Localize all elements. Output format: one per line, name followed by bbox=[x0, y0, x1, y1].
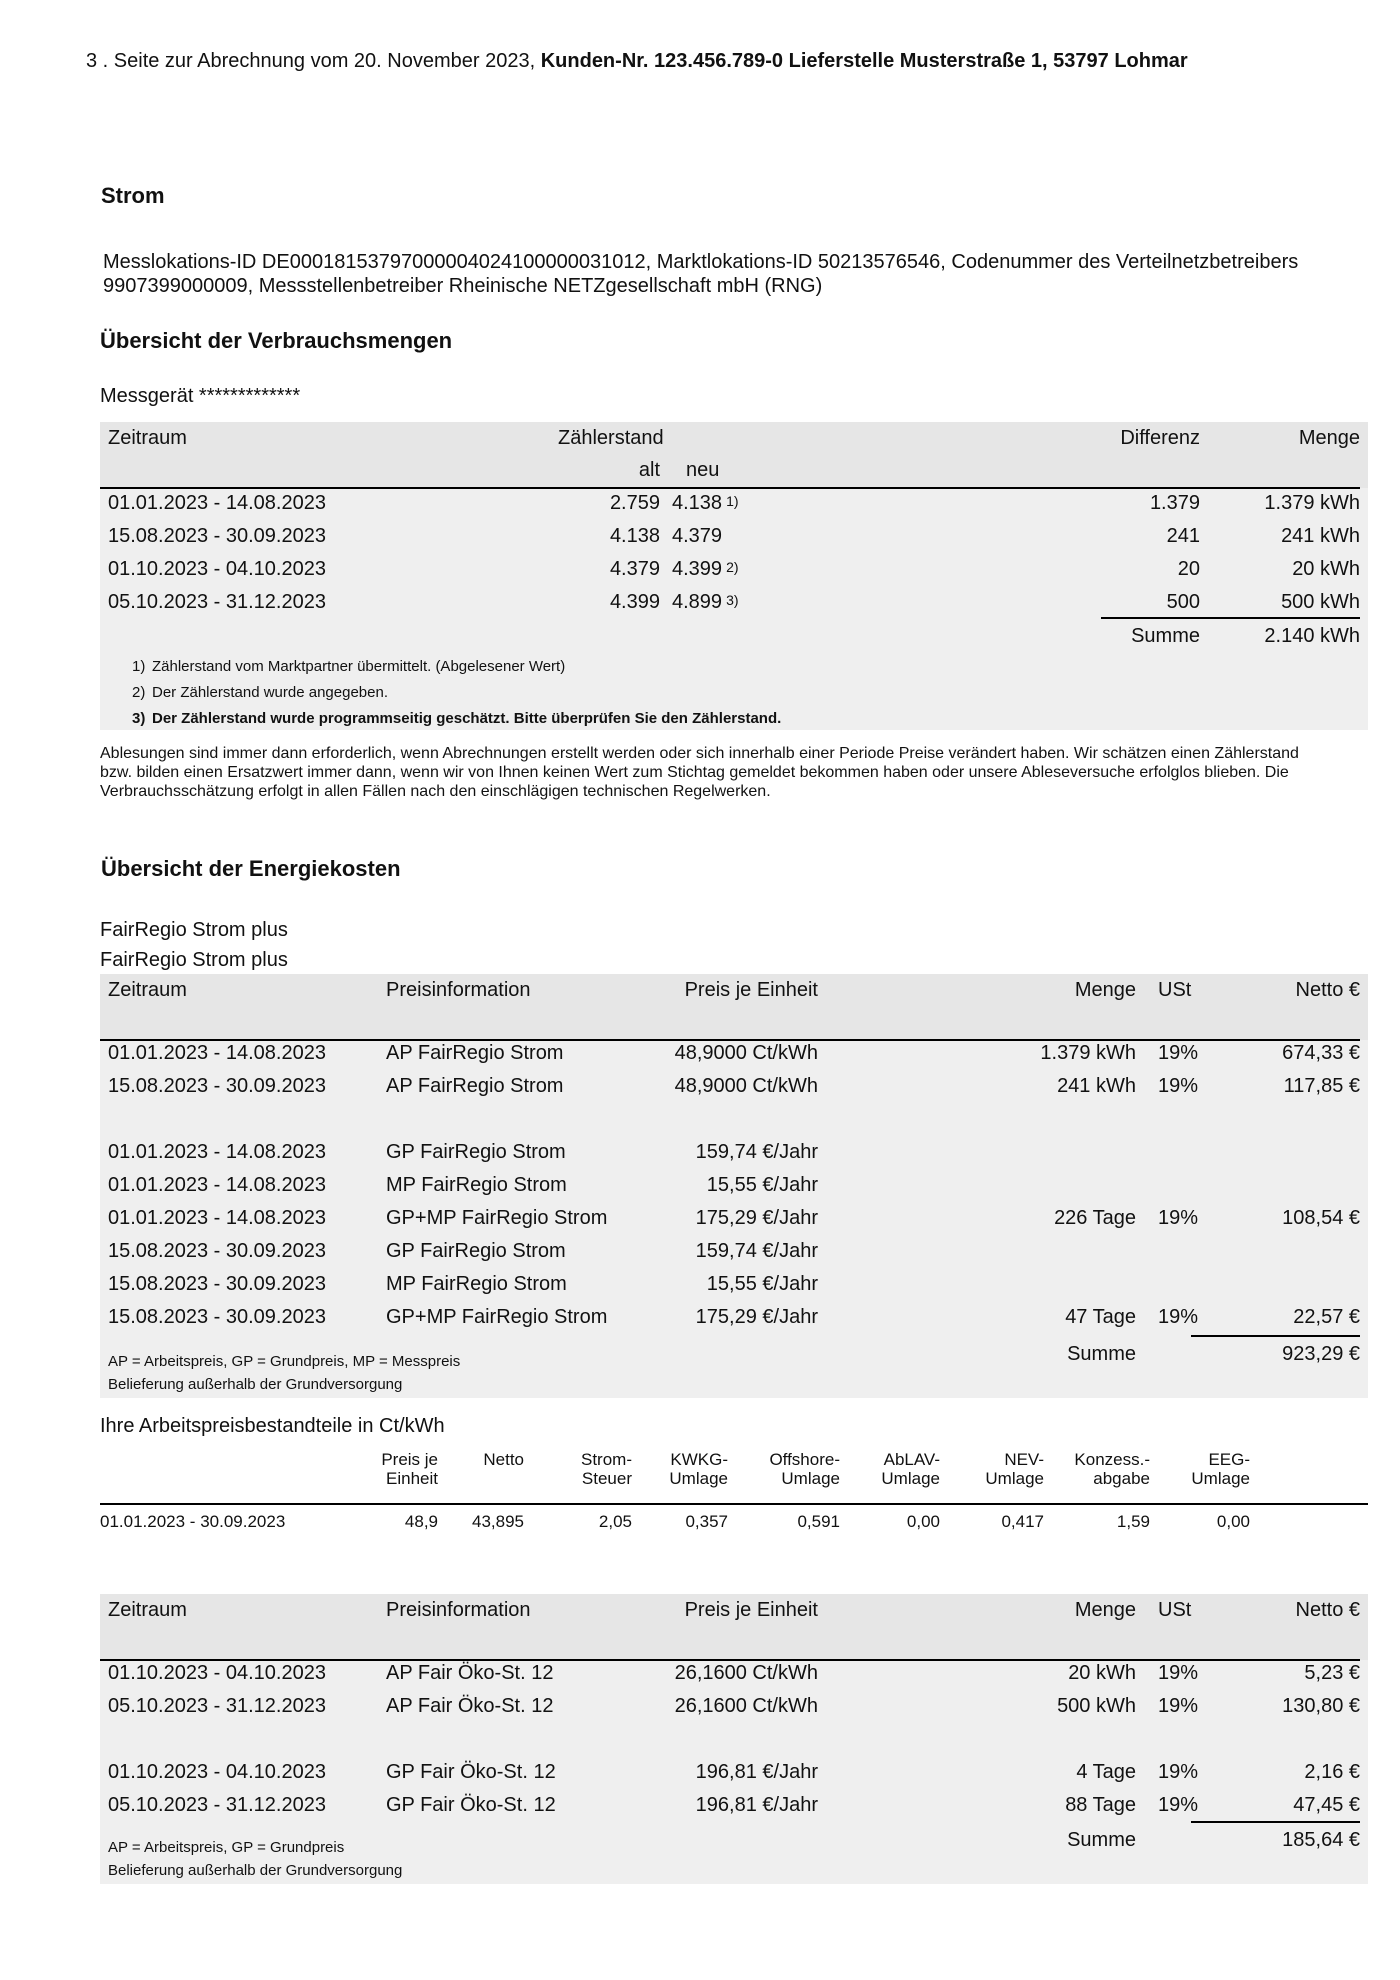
legend-line1: AP = Arbeitspreis, GP = Grundpreis bbox=[108, 1839, 345, 1856]
header-rule bbox=[100, 487, 1360, 489]
row-preis: 175,29 €/Jahr bbox=[695, 1207, 818, 1229]
row-netto: 117,85 € bbox=[1283, 1075, 1360, 1097]
header-line2: abgabe bbox=[1093, 1469, 1150, 1488]
header-line1: Offshore- bbox=[769, 1450, 840, 1469]
row-zeitraum: 01.10.2023 - 04.10.2023 bbox=[108, 1761, 326, 1783]
row-zeitraum: 05.10.2023 - 31.12.2023 bbox=[108, 1794, 326, 1816]
header-rule bbox=[100, 1659, 1360, 1661]
sum-label: Summe bbox=[1067, 1829, 1136, 1851]
costs-legend bbox=[108, 1350, 460, 1396]
row-preis: 26,1600 Ct/kWh bbox=[674, 1695, 818, 1717]
sum-label: Summe bbox=[1067, 1343, 1136, 1365]
bestandteile-value: 0,00 bbox=[1216, 1512, 1250, 1531]
location-ids-line2: 9907399000009, Messstellenbetreiber Rheinische NETZgesellschaft mbH (RNG) bbox=[103, 275, 823, 297]
bestandteile-zeitraum: 01.01.2023 - 30.09.2023 bbox=[100, 1512, 286, 1531]
row-menge: 4 Tage bbox=[1076, 1761, 1136, 1783]
bestandteile-value: 0,00 bbox=[906, 1512, 940, 1531]
row-preisinfo: GP FairRegio Strom bbox=[386, 1240, 566, 1262]
row-preisinfo: GP FairRegio Strom bbox=[386, 1141, 566, 1163]
col-zeitraum: Zeitraum bbox=[108, 427, 187, 449]
row-zeitraum: 01.10.2023 - 04.10.2023 bbox=[108, 1662, 326, 1684]
row-menge: 20 kWh bbox=[1292, 558, 1360, 580]
footnote-text: Der Zählerstand wurde angegeben. bbox=[152, 684, 388, 701]
header-line1: Preis je bbox=[381, 1450, 438, 1469]
row-zeitraum: 01.01.2023 - 14.08.2023 bbox=[108, 492, 326, 514]
row-netto: 2,16 € bbox=[1304, 1761, 1360, 1783]
header-line1: Strom- bbox=[581, 1450, 632, 1469]
header-line2: Umlage bbox=[985, 1469, 1044, 1488]
row-zeitraum: 05.10.2023 - 31.12.2023 bbox=[108, 1695, 326, 1717]
col-menge: Menge bbox=[1074, 979, 1136, 1001]
header-line1: NEV- bbox=[1004, 1450, 1044, 1469]
row-differenz: 1.379 bbox=[1149, 492, 1200, 514]
row-netto: 5,23 € bbox=[1304, 1662, 1360, 1684]
row-netto: 130,80 € bbox=[1282, 1695, 1360, 1717]
footnotes bbox=[132, 658, 781, 736]
row-preis: 159,74 €/Jahr bbox=[695, 1141, 818, 1163]
header-line2: Umlage bbox=[881, 1469, 940, 1488]
header-line2: Einheit bbox=[386, 1469, 438, 1488]
row-neu bbox=[672, 492, 739, 515]
row-preis: 175,29 €/Jahr bbox=[695, 1306, 818, 1328]
col-zaehlerstand: Zählerstand bbox=[558, 427, 664, 449]
row-zeitraum: 01.01.2023 - 14.08.2023 bbox=[108, 1141, 326, 1163]
product-name-1: FairRegio Strom plus bbox=[100, 919, 288, 941]
row-ust: 19% bbox=[1158, 1075, 1199, 1097]
row-preis: 15,55 €/Jahr bbox=[706, 1273, 818, 1295]
row-preis: 15,55 €/Jahr bbox=[706, 1174, 818, 1196]
row-preis: 159,74 €/Jahr bbox=[695, 1240, 818, 1262]
col-alt: alt bbox=[638, 459, 660, 481]
col-preisinfo: Preisinformation bbox=[386, 1599, 531, 1621]
row-zeitraum: 15.08.2023 - 30.09.2023 bbox=[108, 1075, 326, 1097]
col-netto: Netto € bbox=[1295, 1599, 1360, 1621]
footnote bbox=[132, 684, 781, 710]
page-header bbox=[86, 50, 1188, 73]
reading-note-line1: Ablesungen sind immer dann erforderlich, wenn Abrechnungen erstellt werden oder sich innerhalb einer Periode Preise verändert haben. Wir schätzen einen Zählerstand bbox=[100, 745, 1299, 762]
row-ust: 19% bbox=[1158, 1695, 1199, 1717]
row-preisinfo: AP Fair Öko-St. 12 bbox=[386, 1662, 554, 1684]
row-menge: 241 kWh bbox=[1281, 525, 1360, 547]
bestandteile-col-header bbox=[1110, 1450, 1250, 1488]
bestandteile-value: 2,05 bbox=[598, 1512, 632, 1531]
row-ust: 19% bbox=[1158, 1761, 1199, 1783]
row-ust: 19% bbox=[1158, 1306, 1199, 1328]
header-line1: Netto bbox=[483, 1450, 524, 1469]
header-rule bbox=[100, 1039, 1360, 1041]
row-preis: 196,81 €/Jahr bbox=[695, 1761, 818, 1783]
bestandteile-value: 0,357 bbox=[685, 1512, 728, 1531]
row-zeitraum: 01.10.2023 - 04.10.2023 bbox=[108, 558, 326, 580]
row-preisinfo: AP Fair Öko-St. 12 bbox=[386, 1695, 554, 1717]
row-alt: 2.759 bbox=[609, 492, 660, 514]
header-customer: Kunden-Nr. 123.456.789-0 Lieferstelle Musterstraße 1, 53797 Lohmar bbox=[540, 50, 1188, 72]
row-zeitraum: 01.01.2023 - 14.08.2023 bbox=[108, 1207, 326, 1229]
header-line2: Umlage bbox=[1191, 1469, 1250, 1488]
consumption-table bbox=[100, 422, 1368, 730]
header-line2: Steuer bbox=[581, 1469, 632, 1488]
sum-label: Summe bbox=[1131, 625, 1200, 647]
footnote-num: 2) bbox=[132, 684, 146, 701]
row-neu-value: 4.399 bbox=[672, 558, 723, 580]
row-neu-value: 4.138 bbox=[672, 492, 723, 514]
row-menge: 20 kWh bbox=[1068, 1662, 1136, 1684]
col-menge: Menge bbox=[1298, 427, 1360, 449]
row-footnote-ref: 2) bbox=[726, 559, 739, 575]
row-menge: 226 Tage bbox=[1054, 1207, 1136, 1229]
row-footnote-ref: 1) bbox=[726, 493, 739, 509]
section-title-strom: Strom bbox=[101, 183, 165, 208]
row-neu bbox=[672, 591, 739, 614]
row-ust: 19% bbox=[1158, 1662, 1199, 1684]
col-zeitraum: Zeitraum bbox=[108, 979, 187, 1001]
footnote bbox=[132, 658, 781, 684]
header-line1: Konzess.- bbox=[1074, 1450, 1150, 1469]
row-netto: 108,54 € bbox=[1282, 1207, 1360, 1229]
col-netto: Netto € bbox=[1295, 979, 1360, 1001]
row-zeitraum: 01.01.2023 - 14.08.2023 bbox=[108, 1174, 326, 1196]
device-label: Messgerät ************* bbox=[100, 385, 301, 407]
bestandteile-title: Ihre Arbeitspreisbestandteile in Ct/kWh bbox=[100, 1415, 445, 1437]
col-differenz: Differenz bbox=[1120, 427, 1200, 449]
section-title-verbrauch: Übersicht der Verbrauchsmengen bbox=[100, 328, 453, 353]
reading-note-line2: bzw. bilden einen Ersatzwert immer dann, wenn wir von Ihnen keinen Wert zum Stichtag gemeldet bekommen haben oder unsere Ableseversuche erfolglos blieben. Die bbox=[100, 764, 1289, 781]
row-menge: 47 Tage bbox=[1065, 1306, 1136, 1328]
bestandteile-value: 0,591 bbox=[797, 1512, 840, 1531]
col-preisinfo: Preisinformation bbox=[386, 979, 531, 1001]
header-line1: AbLAV- bbox=[883, 1450, 940, 1469]
bestandteile-value: 1,59 bbox=[1116, 1512, 1150, 1531]
row-netto: 22,57 € bbox=[1293, 1306, 1360, 1328]
footnote-num: 3) bbox=[132, 710, 146, 727]
sum-value: 2.140 kWh bbox=[1264, 625, 1360, 647]
row-alt: 4.399 bbox=[609, 591, 660, 613]
row-preisinfo: AP FairRegio Strom bbox=[386, 1075, 564, 1097]
section-title-energie: Übersicht der Energiekosten bbox=[101, 856, 401, 881]
row-preisinfo: GP+MP FairRegio Strom bbox=[386, 1306, 608, 1328]
row-preis: 48,9000 Ct/kWh bbox=[674, 1042, 818, 1064]
legend-line1: AP = Arbeitspreis, GP = Grundpreis, MP = Messpreis bbox=[108, 1353, 461, 1370]
row-menge: 241 kWh bbox=[1057, 1075, 1136, 1097]
row-menge: 88 Tage bbox=[1065, 1794, 1136, 1816]
sum-rule bbox=[1191, 1335, 1360, 1337]
row-preisinfo: GP Fair Öko-St. 12 bbox=[386, 1761, 556, 1783]
row-menge: 500 kWh bbox=[1057, 1695, 1136, 1717]
row-preis: 196,81 €/Jahr bbox=[695, 1794, 818, 1816]
sum-value: 923,29 € bbox=[1282, 1343, 1360, 1365]
row-neu-value: 4.899 bbox=[672, 591, 723, 613]
row-neu bbox=[672, 525, 726, 548]
col-ust: USt bbox=[1158, 979, 1192, 1001]
costs-table bbox=[100, 974, 1368, 1398]
row-neu bbox=[672, 558, 739, 581]
sum-value: 185,64 € bbox=[1282, 1829, 1360, 1851]
costs-table-2 bbox=[100, 1594, 1368, 1884]
col-zeitraum: Zeitraum bbox=[108, 1599, 187, 1621]
reading-note-line3: Verbrauchsschätzung erfolgt in allen Fällen nach den einschlägigen technischen Regelwerken. bbox=[100, 783, 771, 800]
row-footnote-ref: 3) bbox=[726, 592, 739, 608]
col-neu: neu bbox=[686, 459, 720, 481]
costs-2-legend bbox=[108, 1836, 402, 1882]
row-zeitraum: 15.08.2023 - 30.09.2023 bbox=[108, 1273, 326, 1295]
row-ust: 19% bbox=[1158, 1207, 1199, 1229]
header-line1: EEG- bbox=[1208, 1450, 1250, 1469]
footnote bbox=[132, 710, 781, 736]
col-preis: Preis je Einheit bbox=[684, 979, 818, 1001]
header-line2: Umlage bbox=[669, 1469, 728, 1488]
row-zeitraum: 01.01.2023 - 14.08.2023 bbox=[108, 1042, 326, 1064]
row-alt: 4.138 bbox=[609, 525, 660, 547]
row-alt: 4.379 bbox=[609, 558, 660, 580]
row-menge: 1.379 kWh bbox=[1264, 492, 1360, 514]
footnote-num: 1) bbox=[132, 658, 146, 675]
bestandteile-value: 0,417 bbox=[1001, 1512, 1044, 1531]
row-netto: 47,45 € bbox=[1293, 1794, 1360, 1816]
bestandteile-value: 43,895 bbox=[472, 1512, 524, 1531]
bestandteile-rule bbox=[100, 1503, 1368, 1505]
col-ust: USt bbox=[1158, 1599, 1192, 1621]
row-netto: 674,33 € bbox=[1282, 1042, 1360, 1064]
reading-note bbox=[100, 744, 1390, 801]
row-preisinfo: GP Fair Öko-St. 12 bbox=[386, 1794, 556, 1816]
row-menge: 500 kWh bbox=[1281, 591, 1360, 613]
legend-line2: Belieferung außerhalb der Grundversorgung bbox=[108, 1376, 403, 1393]
row-zeitraum: 05.10.2023 - 31.12.2023 bbox=[108, 591, 326, 613]
row-menge: 1.379 kWh bbox=[1040, 1042, 1136, 1064]
row-zeitraum: 15.08.2023 - 30.09.2023 bbox=[108, 1306, 326, 1328]
row-ust: 19% bbox=[1158, 1042, 1199, 1064]
row-preisinfo: MP FairRegio Strom bbox=[386, 1174, 567, 1196]
bestandteile-table bbox=[100, 1448, 1368, 1538]
row-preis: 48,9000 Ct/kWh bbox=[674, 1075, 818, 1097]
location-ids bbox=[103, 250, 1393, 298]
header-line1: KWKG- bbox=[670, 1450, 728, 1469]
row-preisinfo: MP FairRegio Strom bbox=[386, 1273, 567, 1295]
sum-rule bbox=[1101, 617, 1360, 619]
product-name-2: FairRegio Strom plus bbox=[100, 949, 288, 971]
row-neu-value: 4.379 bbox=[672, 525, 723, 547]
row-preisinfo: GP+MP FairRegio Strom bbox=[386, 1207, 608, 1229]
row-preisinfo: AP FairRegio Strom bbox=[386, 1042, 564, 1064]
col-preis: Preis je Einheit bbox=[684, 1599, 818, 1621]
bestandteile-value: 48,9 bbox=[404, 1512, 438, 1531]
row-preis: 26,1600 Ct/kWh bbox=[674, 1662, 818, 1684]
header-prefix: 3 . Seite zur Abrechnung vom 20. November 2023, bbox=[86, 50, 541, 72]
row-ust: 19% bbox=[1158, 1794, 1199, 1816]
row-differenz: 241 bbox=[1166, 525, 1200, 547]
row-differenz: 500 bbox=[1166, 591, 1200, 613]
legend-line2: Belieferung außerhalb der Grundversorgung bbox=[108, 1862, 403, 1879]
location-ids-line1: Messlokations-ID DE00018153797000004024100000031012, Marktlokations-ID 50213576546, Codenummer des Verteilnetzbetreibers bbox=[103, 251, 1299, 273]
row-zeitraum: 15.08.2023 - 30.09.2023 bbox=[108, 1240, 326, 1262]
row-differenz: 20 bbox=[1177, 558, 1200, 580]
sum-rule bbox=[1191, 1821, 1360, 1823]
header-line2: Umlage bbox=[781, 1469, 840, 1488]
footnote-text: Zählerstand vom Marktpartner übermittelt. (Abgelesener Wert) bbox=[152, 658, 566, 675]
col-menge: Menge bbox=[1074, 1599, 1136, 1621]
row-zeitraum: 15.08.2023 - 30.09.2023 bbox=[108, 525, 326, 547]
footnote-text: Der Zählerstand wurde programmseitig geschätzt. Bitte überprüfen Sie den Zählerstand. bbox=[152, 710, 782, 727]
